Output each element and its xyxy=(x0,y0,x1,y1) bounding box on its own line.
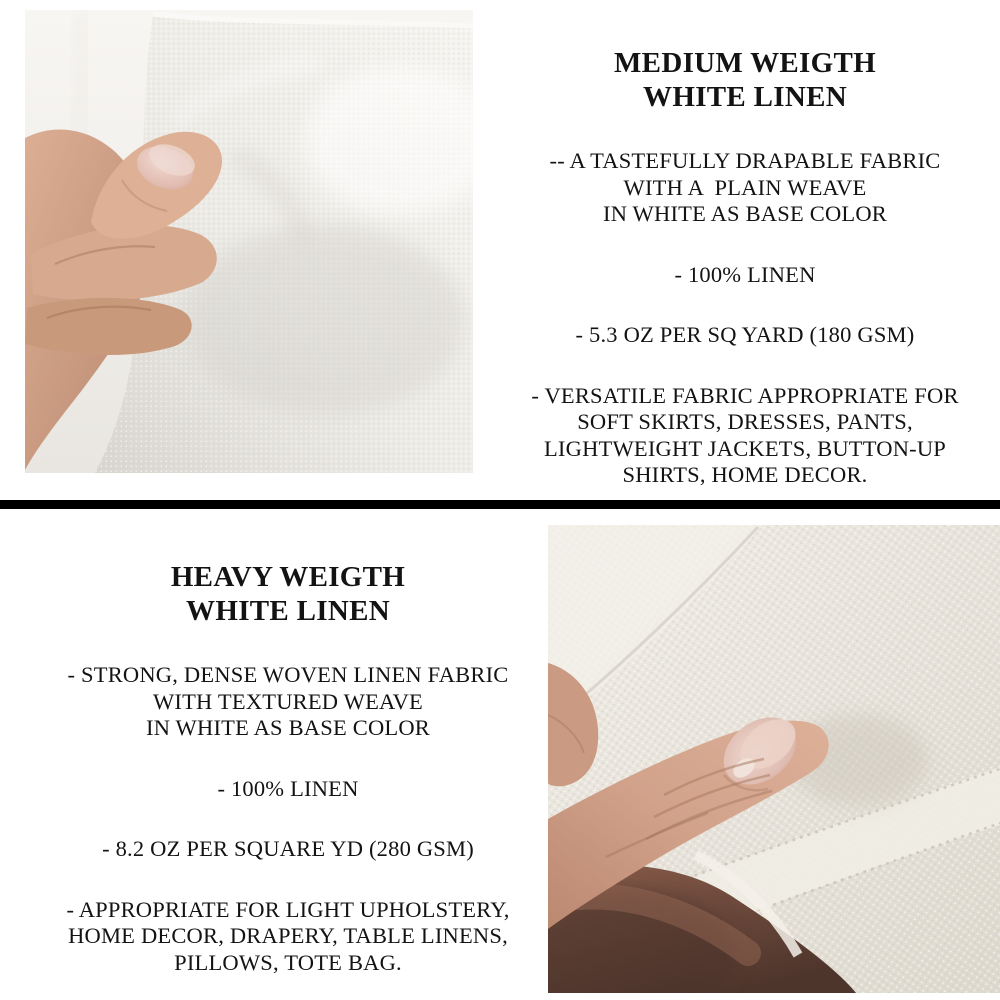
heavy-uses-bullet xyxy=(8,897,568,977)
medium-title xyxy=(490,46,1000,114)
text-line: - 100% LINEN xyxy=(217,775,359,801)
medium-description xyxy=(490,148,1000,228)
heavy-linen-photo xyxy=(548,525,1000,993)
text-line: IN WHITE AS BASE COLOR xyxy=(146,715,430,740)
section-divider xyxy=(0,500,1000,509)
heavy-weight-bullet xyxy=(8,836,568,863)
text-line: WITH A PLAIN WEAVE xyxy=(623,174,867,200)
medium-weight-bullet xyxy=(490,322,1000,349)
text-line: - STRONG, DENSE WOVEN LINEN FABRIC xyxy=(67,662,509,687)
text-line: SOFT SKIRTS, DRESSES, PANTS, xyxy=(577,409,913,434)
medium-title-line: WHITE LINEN xyxy=(643,81,847,113)
text-line: HOME DECOR, DRAPERY, TABLE LINENS, xyxy=(68,923,508,948)
heavy-title-line: HEAVY WEIGTH xyxy=(170,561,406,593)
medium-uses-bullet xyxy=(490,383,1000,489)
heavy-linen-photo-art xyxy=(548,525,1000,993)
text-line: - 8.2 OZ PER SQUARE YD (280 GSM) xyxy=(102,836,474,861)
text-line: SHIRTS, HOME DECOR. xyxy=(622,462,868,487)
heavy-title xyxy=(8,560,568,628)
medium-fiber-bullet xyxy=(490,262,1000,289)
text-line: WITH TEXTURED WEAVE xyxy=(152,688,423,714)
text-line: - APPROPRIATE FOR LIGHT UPHOLSTERY, xyxy=(66,896,510,922)
text-line: -- A TASTEFULLY DRAPABLE FABRIC xyxy=(549,148,941,173)
text-line: - 100% LINEN xyxy=(674,261,816,287)
text-line: - VERSATILE FABRIC APPROPRIATE FOR xyxy=(531,382,959,408)
text-line: LIGHTWEIGHT JACKETS, BUTTON-UP xyxy=(543,435,946,461)
medium-linen-photo-art xyxy=(25,10,473,473)
heavy-description xyxy=(8,662,568,742)
heavy-title-line: WHITE LINEN xyxy=(186,595,390,627)
heavy-fiber-bullet xyxy=(8,776,568,803)
text-line: IN WHITE AS BASE COLOR xyxy=(603,201,887,226)
medium-text-column xyxy=(490,46,1000,489)
heavy-text-column xyxy=(8,560,568,976)
text-line: PILLOWS, TOTE BAG. xyxy=(174,949,402,975)
text-line: - 5.3 OZ PER SQ YARD (180 GSM) xyxy=(575,322,915,347)
medium-linen-photo xyxy=(25,10,473,473)
medium-title-line: MEDIUM WEIGTH xyxy=(614,47,876,79)
